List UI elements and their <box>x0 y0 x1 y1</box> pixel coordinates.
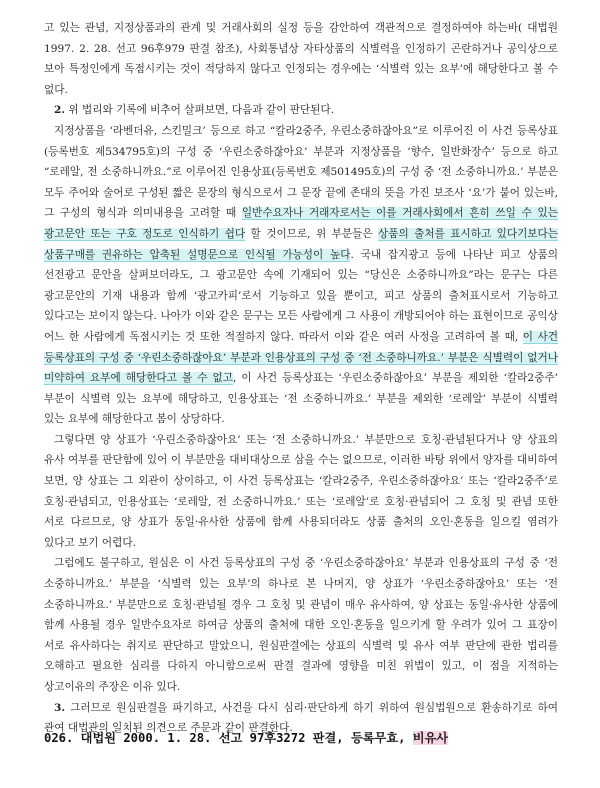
text-segment: 고 있는 관념, 지정상품과의 관계 및 거래사회의 실정 등을 감안하여 객관적으로 결정하여야 하는바( 대법원 1997. 2. 28. 선고 96후979 판결 참조), 사회통념상 자타상품의 식별력을 인정하기 곤란하거나 공익상으로 보아 특정인에게 독점시키는 것이 적당하지 않다고 인정되는 경우에는 ‘식별력 있는 요부’에 해당한다고 볼 수 없다. <box>44 22 558 96</box>
text-segment: 그렇다면 양 상표가 ‘우린소중하잖아요’ 또는 ‘전 소중하니까요.’ 부분만으로 호칭·관념된다거나 양 상표의 유사 여부를 판단함에 있어 이 부분만을 대비대상으로 삼을 수는 없으므로, 이러한 바탕 위에서 양자를 대비하여 보면, 양 상표는 그 외관이 상이하고, 이 사건 등록상표는 ‘칼라2중주, 우린소중하잖아요’ 또는 ‘칼라2중주’로 호칭·관념되고, 인용상표는 ‘로레알, 전 소중하니까요.’ 또는 ‘로레알’로 호칭·관념되어 그 호칭 및 관념 또한 서로 다르므로, 양 상표가 동일·유사한 상품에 함께 사용되더라도 상품 출처의 오인·혼동을 일으킬 염려가 있다고 보기 어렵다. <box>44 433 558 549</box>
paragraph-section-2 <box>44 100 558 121</box>
highlighted-text: 일반수요자나 거래자로서는 이를 거래사회에서 흔히 쓰일 수 있는 광고문안 또는 구호 정도로 인식하기 쉽다 <box>44 207 558 240</box>
paragraph-analysis <box>44 121 558 430</box>
highlighted-text: 상품의 출처를 표시하고 있다기보다는 상품구매를 권유하는 압축된 설명문으로 인식될 가능성이 높다 <box>44 227 559 261</box>
text-segment: . 국내 잡지광고 등에 나타난 피고 상품의 선전광고 문안을 살펴보더라도, 그 광고문안 속에 기재되어 있는 “당신은 소중하니까요”라는 문구는 다른 광고문안의 기재 내용과 함께 ‘광고카피’로서 기능하고 있을 뿐이고, 피고 상품의 출처표시로서 기능하고 있다고는 보이지 않는다. 나아가 이와 같은 문구는 모든 사람에게 그 사용이 개방되어야 하는 표현이므로 공익상 어느 한 사람에게 독점시키는 것 또한 적절하지 않다. 따라서 이와 같은 여러 사정을 고려하여 볼 때, <box>44 248 558 343</box>
text-segment: 그러므로 원심판결을 파기하고, 사건을 다시 심리·판단하게 하기 위하여 원심법원으로 환송하기로 하여 관여 대법관의 일치된 의견으로 주문과 같이 판결한다. <box>44 701 558 735</box>
highlighted-text: 이 사건 등록상표의 구성 중 ‘우린소중하잖아요’ 부분과 인용상표의 구성 중 ‘전 소중하니까요.’ 부분은 식별력이 없거나 미약하여 요부에 해당한다고 볼 수 없고 <box>44 330 558 385</box>
paragraph-lower-court <box>44 553 558 697</box>
case-heading <box>44 729 564 746</box>
text-segment: 할 것이므로, 위 부분들은 <box>245 227 378 240</box>
case-result-tag: 비유사 <box>412 731 449 745</box>
text-segment: 지정상품을 ‘라벤더유, 스킨밀크’ 등으로 하고 “칼라2중주, 우린소중하잖아요”로 이루어진 이 사건 등록상표(등록번호 제534795호)의 구성 중 ‘우린소중하잖아요’ 부분과 지정상품을 ‘향수, 일반화장수’ 등으로 하고 “로레알, 전 소중하니까요.”로 이루어진 인용상표(등록번호 제501495호)의 구성 중 ‘전 소중하니까요.’ 부분은 모두 주어와 술어로 구성된 짧은 문장의 형식으로서 그 문장 끝에 존대의 뜻을 가진 보조사 ‘요’가 붙어 있는바, 그 구성의 형식과 의미내용을 고려할 때 <box>44 124 558 220</box>
judgment-body <box>44 18 558 739</box>
section-number: 3. <box>54 701 66 714</box>
paragraph-intro <box>44 18 558 100</box>
text-segment: 그럼에도 불구하고, 원심은 이 사건 등록상표의 구성 중 ‘우린소중하잖아요’ 부분과 인용상표의 구성 중 ‘전 소중하니까요.’ 부분을 ‘식별력 있는 요부’의 하나로 본 나머지, 양 상표가 ‘우린소중하잖아요’ 또는 ‘전 소중하니까요.’ 부분만으로 호칭·관념될 경우 그 호칭 및 관념이 매우 유사하여, 양 상표는 동일·유사한 상품에 함께 사용될 경우 일반수요자로 하여금 상품의 출처에 대한 오인·혼동을 일으키게 할 우려가 있어 그 표장이 서로 유사하다는 취지로 판단하고 말았으니, 원심판결에는 상표의 식별력 및 유사 여부 판단에 관한 법리를 오해하고 필요한 심리를 다하지 아니함으로써 판결 결과에 영향을 미친 위법이 있고, 이 점을 지적하는 상고이유의 주장은 이유 있다. <box>44 557 558 693</box>
text-segment: , 이 사건 등록상표는 ‘우린소중하잖아요’ 부분을 제외한 ‘칼라2중주’ 부분이 식별력 있는 요부에 해당하고, 인용상표는 ‘전 소중하니까요.’ 부분을 제외한 ‘로레알’ 부분이 식별력 있는 요부에 해당한다고 봄이 상당하다. <box>44 372 558 426</box>
section-number: 2. <box>54 104 66 117</box>
text-segment: 위 법리와 기록에 비추어 살펴보면, 다음과 같이 판단된다. <box>65 104 335 117</box>
case-heading-text: 026. 대법원 2000. 1. 28. 선고 97후3272 판결, 등록무효, <box>44 731 413 745</box>
paragraph-comparison <box>44 430 558 554</box>
